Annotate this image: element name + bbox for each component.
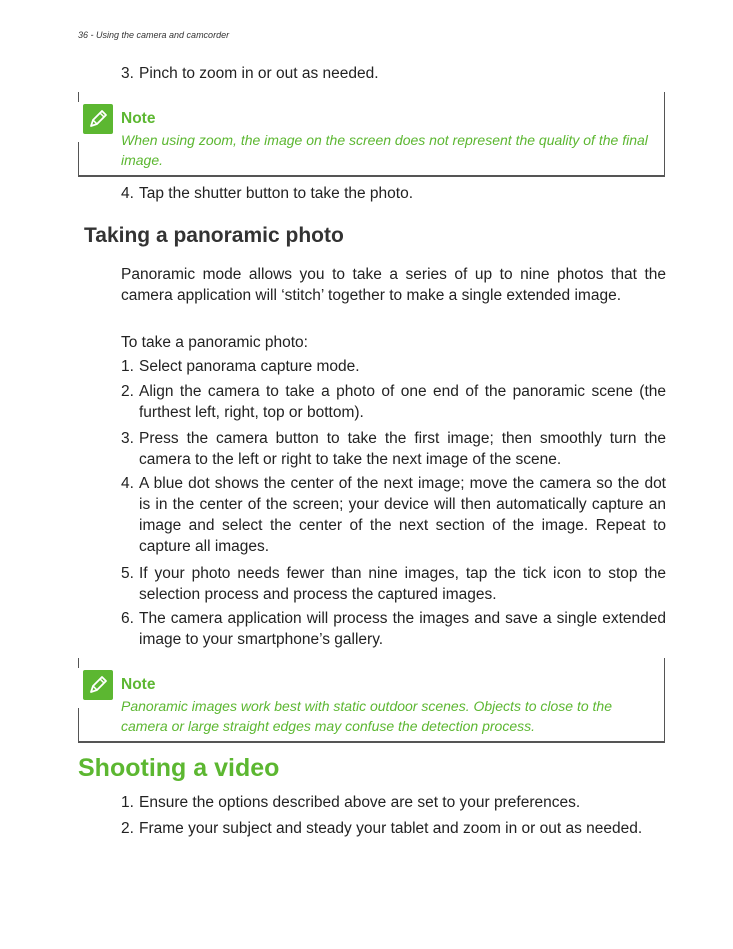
- video-step: [121, 792, 666, 813]
- step-text: Select panorama capture mode.: [139, 358, 360, 375]
- step-number: 4.: [121, 185, 134, 202]
- step-text: Pinch to zoom in or out as needed.: [139, 65, 379, 82]
- note-box-panoramic: [78, 658, 665, 743]
- note-title: Note: [121, 676, 156, 693]
- panoramic-step: [121, 473, 666, 557]
- note-text: When using zoom, the image on the screen does not represent the quality of the final image.: [121, 132, 648, 168]
- step-text: Frame your subject and steady your tablet and zoom in or out as needed.: [139, 820, 643, 837]
- step-text: A blue dot shows the center of the next image; move the camera so the dot is in the center of the screen; your device will then automatically capture an image and select the center of the next section of the image. Repeat to capture all images.: [139, 475, 666, 555]
- step-number: 1.: [121, 358, 134, 375]
- panoramic-step: [121, 608, 666, 650]
- note-divider: [78, 658, 79, 668]
- panoramic-step: [121, 356, 666, 377]
- note-text: Panoramic images work best with static outdoor scenes. Objects to close to the camera or large straight edges may confuse the detection process.: [121, 698, 613, 734]
- note-box-zoom: [78, 92, 665, 177]
- panoramic-intro: Panoramic mode allows you to take a series of up to nine photos that the camera application will ‘stitch’ together to make a single extended image.: [121, 266, 666, 304]
- step-text: Tap the shutter button to take the photo.: [139, 185, 414, 202]
- panoramic-step: [121, 381, 666, 423]
- section-heading-video: Shooting a video: [78, 754, 280, 782]
- step-number: 3.: [121, 65, 134, 82]
- step-number: 2.: [121, 820, 134, 837]
- step-number: 4.: [121, 475, 134, 492]
- video-step: [121, 818, 666, 839]
- note-divider: [78, 142, 79, 177]
- note-divider: [78, 92, 79, 102]
- step-text: If your photo needs fewer than nine images, tap the tick icon to stop the selection process and process the captured images.: [139, 565, 666, 603]
- panoramic-step: [121, 428, 666, 470]
- panoramic-lead: To take a panoramic photo:: [121, 334, 308, 351]
- note-divider: [78, 708, 79, 743]
- step-number: 3.: [121, 430, 134, 447]
- page-header: 36 - Using the camera and camcorder: [78, 30, 230, 40]
- step-number: 2.: [121, 383, 134, 400]
- step-text: Press the camera button to take the first image; then smoothly turn the camera to the left or right to take the next image of the scene.: [139, 430, 666, 468]
- step-text: Ensure the options described above are set to your preferences.: [139, 794, 581, 811]
- pencil-icon: [83, 104, 113, 134]
- panoramic-step: [121, 563, 666, 605]
- step-shutter: [121, 183, 666, 204]
- pencil-icon: [83, 670, 113, 700]
- step-text: The camera application will process the images and save a single extended image to your smartphone’s gallery.: [139, 610, 666, 648]
- section-heading-panoramic: Taking a panoramic photo: [84, 224, 344, 247]
- step-number: 5.: [121, 565, 134, 582]
- step-text: Align the camera to take a photo of one end of the panoramic scene (the furthest left, right, top or bottom).: [139, 383, 666, 421]
- step-number: 6.: [121, 610, 134, 627]
- step-zoom: [121, 63, 666, 84]
- step-number: 1.: [121, 794, 134, 811]
- note-title: Note: [121, 110, 156, 127]
